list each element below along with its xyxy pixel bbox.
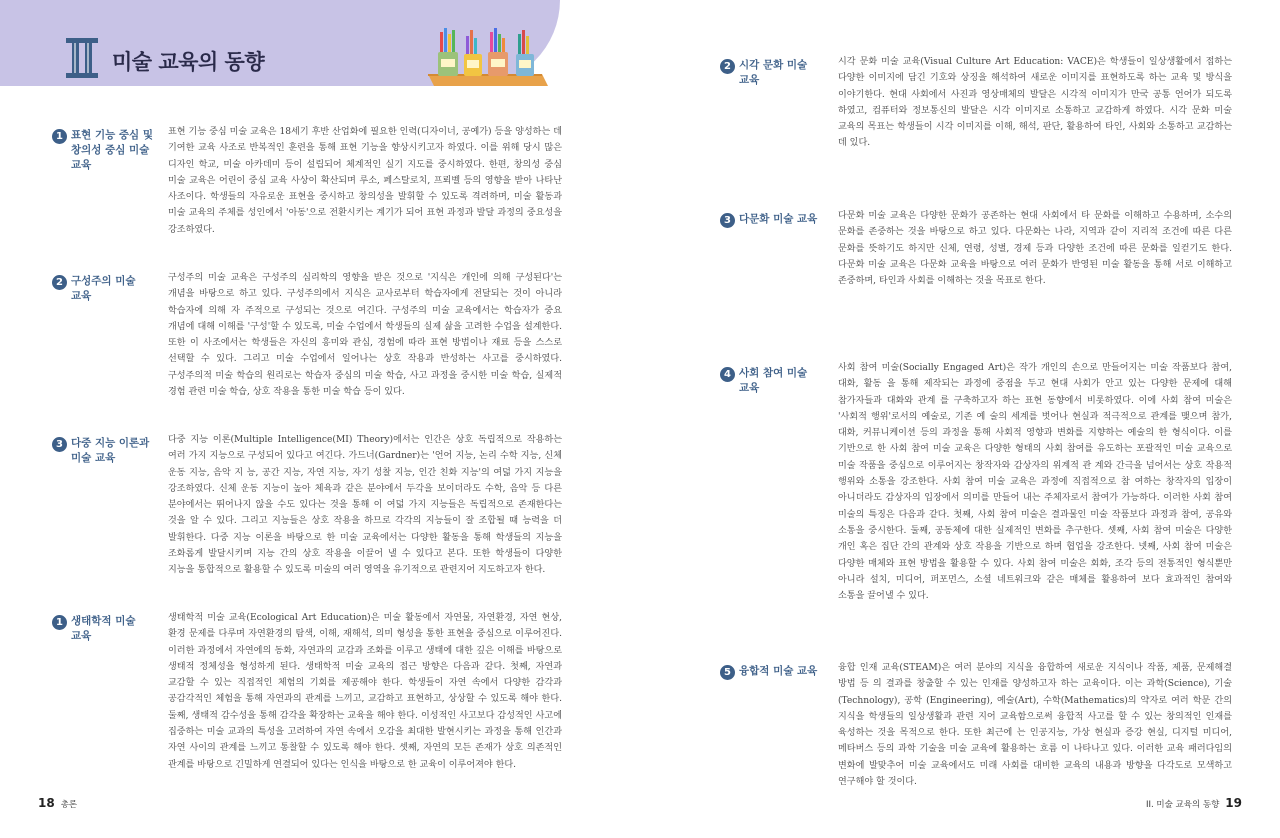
section-number-badge: 3: [720, 213, 735, 228]
section-heading-multiple-intelligence: [52, 436, 149, 466]
section-body-visual-culture: 시각 문화 미술 교육(Visual Culture Art Education: VACE)은 학생들이 일상생활에서 접하는 다양한 이미지에 담긴 기호와 상징을 해석하여 새로운 이미지를 표현하도록 하는 교육 및 방식을 이야기한다. 현대 사회에서 사진과 영상매체의 발달은 시각적 이미지가 만국 공통 언어가 되도록 하였고, 컴퓨터와 정보통신의 발달은 시각 이미지로 소통하고 교감하게 하였다. 시각 문화 미술 교육의 목표는 학생들이 시각 이미지를 이해, 해석, 판단, 활용하여 타인, 사회와 소통하고 교감하는 데 있다.: [838, 57, 1232, 149]
section-heading-expression-creativity: [52, 128, 153, 173]
section-title: 구성주의 미술 교육: [71, 275, 136, 302]
section-body-multiple-intelligence: 다중 지능 이론(Multiple Intelligence(MI) Theory)에서는 인간은 상호 독립적으로 작용하는 여러 가지 지능으로 구성되어 있다고 여긴다. 가드너(Gardner)는 '언어 지능, 논리 수학 지능, 신체 운동 지능, 음악 지 능, 공간 지능, 자연 지능, 자기 성찰 지능, 인간 친화 지능'의 여덟 가지 지능을 강조하였다. 신체 운동 지능이 높아 체육과 같은 분야에서 두각을 보이더라도 수학, 음악 등 다른 분야에서는 뛰어나지 않을 수도 있다는 것을 통해 이 여덟 가지 지능들은 독립적으로 존재한다는 것을 알 수 있다. 그리고 지능들은 상호 작용을 하므로 각각의 지능들이 잘 조합될 때 능력을 더 발휘한다. 다중 지능 이론을 바탕으로 한 미술 교육에서는 다양한 활동을 통해 학생들의 지능을 조화롭게 발달시키며 지능 간의 상호 작용을 이끌어 낼 수 있다고 본다. 또한 학생들이 다양한 지능을 통합적으로 활용할 수 있도록 미술의 여러 영역을 유기적으로 관련지어 지도하고자 한다.: [168, 435, 562, 576]
section-number-badge: 4: [720, 367, 735, 382]
section-title: 사회 참여 미술 교육: [739, 367, 808, 394]
right-page-folio: [1146, 796, 1242, 810]
chapter-title: 미술 교육의 동향: [112, 50, 265, 74]
page-number: 19: [1225, 796, 1242, 810]
section-title: 시각 문화 미술 교육: [739, 59, 808, 86]
section-body-ecological: 생태학적 미술 교육(Ecological Art Education)은 미술 활동에서 자연물, 자연환경, 자연 현상, 환경 문제를 다루며 자연환경의 탐색, 이해, 재해석, 의미 형성을 통한 표현을 중심으로 이루어진다. 이러한 과정에서 자연에의 동화, 자연과의 교감과 조화를 이루고 생태에 대한 깊은 이해를 바탕으로 생태적 정체성을 형성하게 된다. 생태학적 미술 교육의 접근 방향은 다음과 같다. 첫째, 자연과 교감할 수 있는 직접적인 체험의 기회를 제공해야 한다. 학생들이 자연 속에서 다양한 감각과 공감각적인 체험을 통해 자연과의 관계를 느끼고, 교감하고 표현하고, 상상할 수 있도록 해야 한다. 둘째, 생태적 감수성을 통해 감각을 확장하는 교육을 해야 한다. 이성적인 사고보다 감성적인 사고에 집중하는 미술 교과의 특성을 고려하여 자연 속에서 오감을 최대한 발현시키는 과정을 통해 인간과 자연 사이의 관계를 느끼고 통찰할 수 있도록 해야 한다. 셋째, 자연의 모든 존재가 상호 의존적인 관계를 바탕으로 긴밀하게 연결되어 있다는 인식을 바탕으로 한 교육이 이루어져야 한다.: [168, 613, 562, 770]
section-title: 다중 지능 이론과 미술 교육: [71, 437, 150, 464]
section-body-convergence: 융합 인재 교육(STEAM)은 여러 분야의 지식을 융합하여 새로운 지식이나 작품, 제품, 문제해결 방법 등 의 결과를 창출할 수 있는 인재를 양성하고자 하는 교육이다. 이는 과학(Science), 기술(Technology), 공학 (Engineering), 예술(Art), 수학(Mathematics)의 약자로 여러 학문 간의 지식을 학생들의 일상생활과 관련 지어 교육함으로써 융합적 사고를 할 수 있는 창의적인 인재를 육성하는 것을 목적으로 한다. 또한 최근에 는 인공지능, 가상 현실과 증강 현실, 디지털 미디어, 메타버스 등의 과학 기술을 미술 교육에 활용하는 흐름 이 나타나고 있다. 이러한 교육 패러다임의 변화에 발맞추어 미술 교육에서도 미래 사회를 대비한 교육의 내용과 방향을 다각도로 모색하고 연구해야 할 것이다.: [838, 663, 1232, 788]
section-title: 융합적 미술 교육: [739, 665, 818, 677]
section-number-badge: 1: [52, 615, 67, 630]
page-label: 총론: [60, 800, 78, 810]
left-page-folio: [38, 796, 77, 810]
section-title: 다문화 미술 교육: [739, 213, 818, 225]
section-heading-social-engagement: [720, 366, 807, 396]
section-number-badge: 1: [52, 129, 67, 144]
page-label: II. 미술 교육의 동향: [1145, 800, 1220, 810]
section-number-badge: 2: [52, 275, 67, 290]
section-heading-multicultural: [720, 212, 817, 228]
section-number-badge: 3: [52, 437, 67, 452]
section-body-multicultural: 다문화 미술 교육은 다양한 문화가 공존하는 현대 사회에서 타 문화를 이해하고 수용하며, 소수의 문화를 존중하는 것을 바탕으로 하고 있다. 다문화는 나라, 지역과 같이 지리적 조건에 따른 다른 문화를 뜻하기도 하지만 신체, 연령, 성별, 경제 등과 다양한 조건에 따른 문화를 일컫기도 한다. 다문화 미술 교육은 다문화 교육을 바탕으로 여러 문화가 반영된 미술 활동을 통해 서로 이해하고 존중하며, 타인과 사회를 이해하는 것을 목표로 한다.: [838, 211, 1232, 287]
section-body-social-engagement: 사회 참여 미술(Socially Engaged Art)은 작가 개인의 손으로 만들어지는 미술 작품보다 참여, 대화, 활동 을 통해 제작되는 과정에 중점을 두고 현대 사회가 안고 있는 다양한 문제에 대해 참가자들과 대화와 관계 를 구축하고자 하는 표현 동향에서 비롯하였다. 이에 사회 참여 미술은 '사회적 행위'로서의 예술로, 기존 예 술의 세계를 벗어나 현실과 적극적으로 관계를 맺으며 참가, 대화, 커뮤니케이션 등의 과정을 통해 사회적 영향과 변화를 지향하는 예술의 한 형식이다. 이를 기반으로 한 사회 참여 미술 교육은 다양한 형태의 사회 참여를 유도하는 포괄적인 미술 교육으로 미술 작품을 중심으로 이루어지는 창작자와 감상자의 위계적 관 계와 간극을 넘어서는 상호 작용적 행위와 소통을 강조한다. 사회 참여 미술 교육은 과정에 직접적으로 참 여하는 창작자의 입장이 아니더라도 감상자의 입장에서 의미를 만들어 내는 주체자로서 참여가 가능하다. 이러한 사회 참여 미술의 특징은 다음과 같다. 첫째, 사회 참여 미술은 결과물인 미술 작품보다 과정과 참여, 공유와 소통을 중시한다. 둘째, 공동체에 대한 실제적인 변화를 추구한다. 셋째, 사회 참여 미술은 다양한 개인 혹은 집단 간의 관계와 상호 작용을 기반으로 하며 협업을 강조한다. 넷째, 사회 참여 미술은 다양한 매체와 표현 방법을 활용할 수 있다. 사회 참여 미술은 회화, 조각 등의 전통적인 형식뿐만 아니라 설치, 미디어, 퍼포먼스, 소셜 네트워크와 같은 매체를 활용하여 보다 효과적인 참여와 소통을 끌어낼 수 있다.: [838, 363, 1232, 602]
section-body-expression-creativity: 표현 기능 중심 미술 교육은 18세기 후반 산업화에 필요한 인력(디자이너, 공예가) 등을 양성하는 데 기여한 교육 사조로 반복적인 훈련을 통해 표현 기능을 향상시키고자 하였다. 이를 위해 당시 많은 디자인 학교, 미술 아카데미 등이 설립되어 체계적인 실기 지도를 중시하였다. 한편, 창의성 중심 미술 교육은 어린이 중심 교육 사상이 확산되며 루소, 페스탈로치, 프뢰벨 등의 영향을 받아 나타난 사조이다. 학생들의 자유로운 표현을 중시하고 창의성을 발휘할 수 있도록 격려하며, 미술 활동과 미술 교육의 주체를 성인에서 '아동'으로 전환시키는 계기가 되어 표현 과정과 발달 과정의 중요성을 강조하였다.: [168, 127, 562, 235]
section-heading-convergence: [720, 664, 817, 680]
section-title: 표현 기능 중심 및 창의성 중심 미술 교육: [71, 129, 153, 171]
section-title: 생태학적 미술 교육: [71, 615, 136, 642]
roman-numeral-two-icon: [66, 38, 98, 78]
section-number-badge: 2: [720, 59, 735, 74]
section-heading-constructivism: [52, 274, 136, 304]
section-heading-ecological: [52, 614, 136, 644]
pencil-cups-illustration: [426, 26, 548, 88]
page-number: 18: [38, 796, 55, 810]
section-number-badge: 5: [720, 665, 735, 680]
section-body-constructivism: 구성주의 미술 교육은 구성주의 심리학의 영향을 받은 것으로 '지식은 개인에 의해 구성된다'는 개념을 바탕으로 하고 있다. 구성주의에서 지식은 교사로부터 학습자에게 전달되는 것이 아니라 학습자에 의해 자 주적으로 구성되는 것으로 여긴다. 구성주의 미술 교육에서는 학습자가 중요 개념에 대해 이해를 '구성'할 수 있도록, 미술 수업에서 학생들의 실제 삶을 고려한 수업을 설계한다. 또한 이 사조에서는 학생들은 자신의 흥미와 관심, 경험에 따라 표현 방법이나 재료 등을 스스로 선택할 수 있다. 그리고 미술 수업에서 일어나는 상호 작용과 반성하는 사고를 중시하였다. 구성주의적 미술 학습의 원리로는 학습자 중심의 미술 학습, 사고 과정을 중시한 미술 학습, 실제적 경험 관련 미술 학습, 상호 작용을 통한 미술 학습 등이 있다.: [168, 273, 562, 398]
section-heading-visual-culture: [720, 58, 807, 88]
